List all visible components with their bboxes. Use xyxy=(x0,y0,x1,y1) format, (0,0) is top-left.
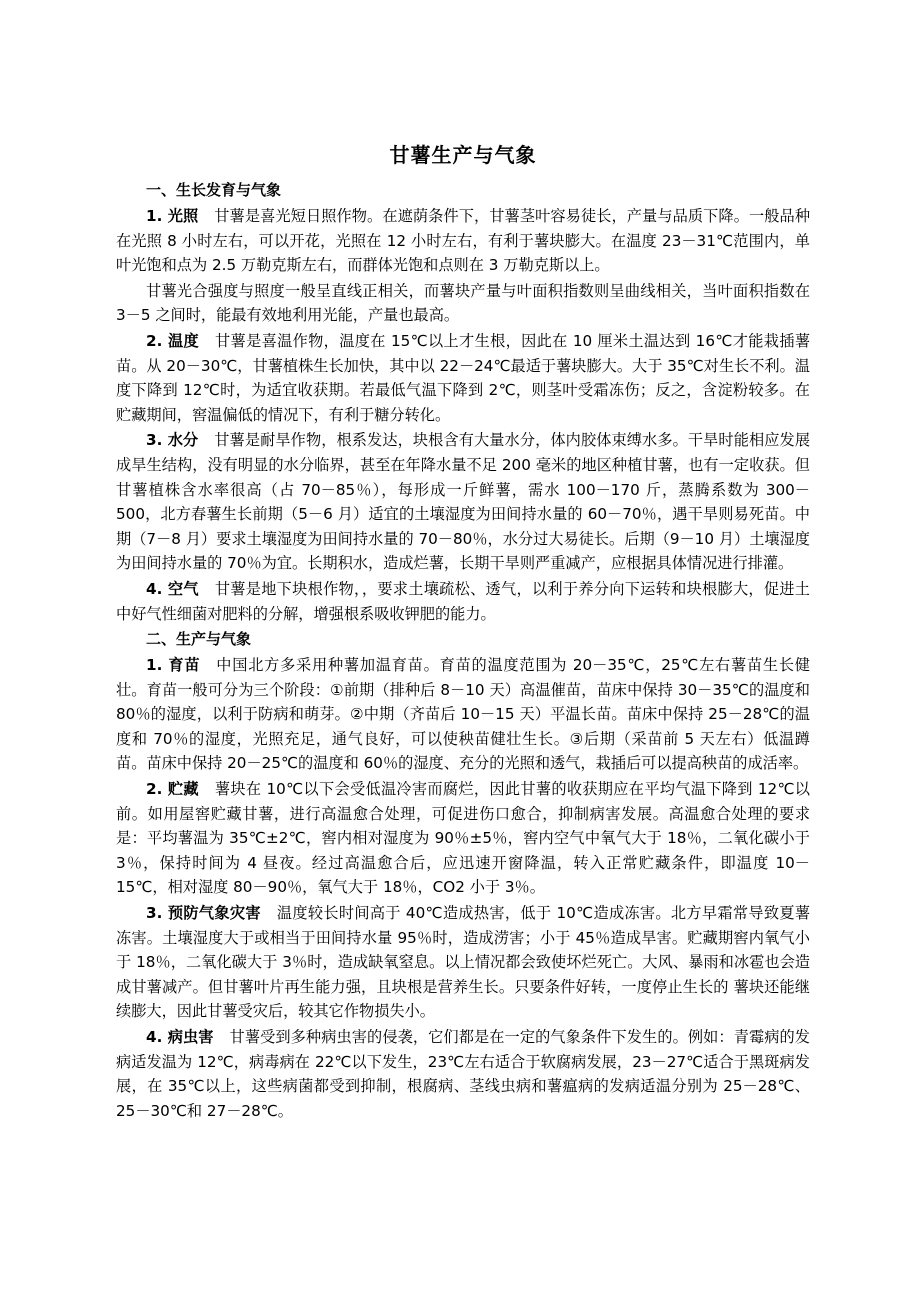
paragraph-lead: 3. 水分 xyxy=(146,431,199,450)
paragraph-disaster xyxy=(116,901,810,1024)
section-heading: 二、生产与气象 xyxy=(146,630,252,649)
section-growth xyxy=(116,178,810,626)
paragraph-text: 甘薯是喜温作物，温度在 15℃以上才生根，因此在 10 厘米土温达到 16℃才能栽插薯苗。从 20－30℃，甘薯植株生长加快，其中以 22－24℃最适于薯块膨大。大于 35℃对生长不利。温度下降到 12℃时，为适宜收获期。若最低气温下降到 2℃，则茎叶受霜冻伤；反之，含淀粉较多。在贮藏期间，窖温偏低的情况下，有利于糖分转化。 xyxy=(116,331,811,424)
section-production xyxy=(116,627,810,1123)
paragraph-air xyxy=(116,577,810,626)
paragraph-text: 甘薯是地下块根作物，，要求土壤疏松、透气，以利于养分向下运转和块根膨大，促进土中好气性细菌对肥料的分解，增强根系吸收钾肥的能力。 xyxy=(116,579,810,623)
paragraph-temperature xyxy=(116,329,810,427)
paragraph-photosynthesis xyxy=(116,279,810,328)
paragraph-water xyxy=(116,428,810,576)
paragraph-lead: 1. 育苗 xyxy=(146,656,201,675)
document-title: 甘薯生产与气象 xyxy=(389,143,537,167)
paragraph-text: 薯块在 10℃以下会受低温冷害而腐烂，因此甘薯的收获期应在平均气温下降到 12℃以前。如用屋窖贮藏甘薯，进行高温愈合处理，可促进伤口愈合，抑制病害发展。高温愈合处理的要求是：平均薯温为 35℃±2℃，窖内相对湿度为 90％±5％，窖内空气中氧气大于 18％，二氧化碳小于 3％，保持时间为 4 昼夜。经过高温愈合后，应迅速开窗降温，转入正常贮藏条件，即温度 10－15℃，相对湿度 80－90％，氧气大于 18％，CO2 小于 3％。 xyxy=(116,780,810,897)
paragraph-text: 中国北方多采用种薯加温育苗。育苗的温度范围为 20－35℃，25℃左右薯苗生长健壮。育苗一般可分为三个阶段：①前期（排种后 8－10 天）高温催苗，苗床中保持 30－35℃的温度和 80％的湿度，以利于防病和萌芽。②中期（齐苗后 10－15 天）平温长苗。苗床中保持 25－28℃的温度和 70％的湿度，光照充足，通气良好，可以使秧苗健壮生长。③后期（采苗前 5 天左右）低温蹲苗。苗床中保持 20－25℃的温度和 60％的湿度、充分的光照和透气，栽插后可以提高秧苗的成活率。 xyxy=(116,656,810,773)
section-heading: 一、生长发育与气象 xyxy=(146,181,282,199)
paragraph-lead: 3. 预防气象灾害 xyxy=(146,904,261,923)
paragraph-pests xyxy=(116,1025,810,1123)
paragraph-lead: 1. 光照 xyxy=(146,207,199,225)
paragraph-lead: 2. 贮藏 xyxy=(146,780,199,799)
paragraph-text: 温度较长时间高于 40℃造成热害，低于 10℃造成冻害。北方早霜常导致夏薯冻害。土壤湿度大于或相当于田间持水量 95％时，造成涝害；小于 45％造成旱害。贮藏期窖内氧气小于 18％，二氧化碳大于 3％时，造成缺氧窒息。以上情况都会致使坏烂死亡。大风、暴雨和冰雹也会造成甘薯减产。但甘薯叶片再生能力强，且块根是营养生长。只要条件好转，一度停止生长的 薯块还能继续膨大，因此甘薯受灾后，较其它作物损失小。 xyxy=(116,904,811,1021)
paragraph-text: 甘薯光合强度与照度一般呈直线正相关，而薯块产量与叶面积指数则呈曲线相关，当叶面积指数在 3－5 之间时，能最有效地利用光能，产量也最高。 xyxy=(116,281,810,325)
paragraph-light xyxy=(116,204,810,278)
paragraph-lead: 4. 空气 xyxy=(146,579,199,598)
paragraph-seedling xyxy=(116,653,810,776)
paragraph-text: 甘薯受到多种病虫害的侵袭，它们都是在一定的气象条件下发生的。例如：青霉病的发病适发温为 12℃，病毒病在 22℃以下发生，23℃左右适合于软腐病发展，23－27℃适合于黑斑病发展，在 35℃以上，这些病菌都受到抑制，根腐病、茎线虫病和薯瘟病的发病适温分别为 25－28℃、25－30℃和 27－28℃。 xyxy=(116,1028,810,1120)
paragraph-text: 甘薯是耐旱作物，根系发达，块根含有大量水分，体内胶体束缚水多。干旱时能相应发展成旱生结构，没有明显的水分临界，甚至在年降水量不足 200 毫米的地区种植甘薯，也有一定收获。但甘薯植株含水率很高（占 70－85％），每形成一斤鲜薯，需水 100－170 斤，蒸腾系数为 300－500，北方春薯生长前期（5－6 月）适宜的土壤湿度为田间持水量的 60－70％，遇干旱则易死苗。中期（7－8 月）要求土壤湿度为田间持水量的 70－80％，水分过大易徒长。后期（9－10 月）土壤湿度为田间持水量的 70％为宜。长期积水，造成烂薯，长期干旱则严重减产，应根据具体情况进行排灌。 xyxy=(116,431,811,573)
paragraph-text: 甘薯是喜光短日照作物。在遮荫条件下，甘薯茎叶容易徒长，产量与品质下降。一般品种在光照 8 小时左右，可以开花，光照在 12 小时左右，有利于薯块膨大。在温度 23－31℃范围内，单叶光饱和点为 2.5 万勒克斯左右，而群体光饱和点则在 3 万勒克斯以上。 xyxy=(116,207,811,275)
paragraph-lead: 4. 病虫害 xyxy=(146,1028,214,1046)
paragraph-lead: 2. 温度 xyxy=(146,331,200,350)
paragraph-storage xyxy=(116,777,810,900)
